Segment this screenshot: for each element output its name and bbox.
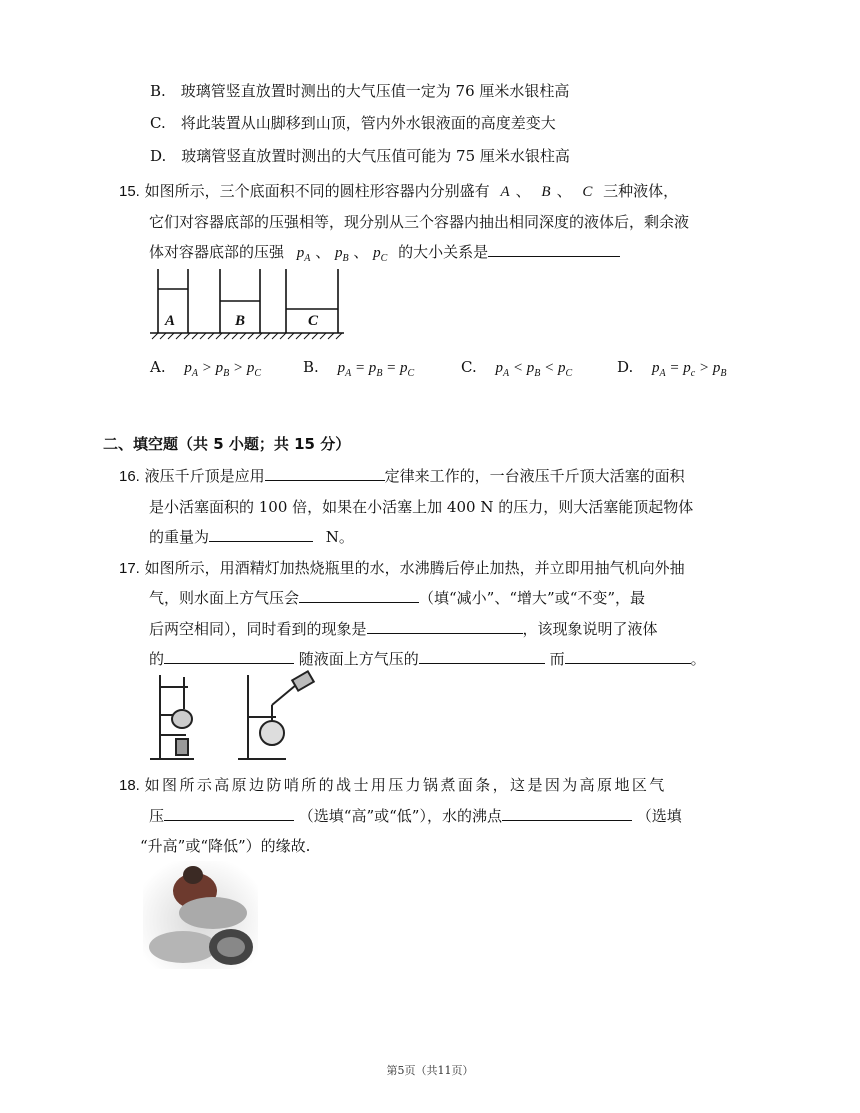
q16-line-2: 是小活塞面积的 100 倍，如果在小活塞上加 400 N 的压力，则大活塞能顶起物体	[149, 498, 694, 516]
q15-text-1: 如图所示，三个底面积不同的圆柱形容器内分别盛有	[144, 182, 490, 200]
choice-letter: A.	[150, 358, 166, 376]
q18-line-3: “升高”或“降低”）的缘故.	[140, 837, 311, 855]
page-footer: 第5页（共11页）	[386, 1064, 474, 1077]
q15-choice-a[interactable]: A. $p_A > p_B > p_C$	[150, 358, 262, 379]
q17-blank-4[interactable]	[419, 649, 545, 664]
q17-line-3	[149, 619, 658, 639]
q17-blank-2[interactable]	[367, 619, 523, 634]
q15-sep: 、	[556, 182, 572, 200]
q17-text-2a: 气，则水面上方气压会	[149, 589, 300, 607]
q17-text-3a: 后两空相同），同时看到的现象是	[149, 620, 367, 638]
q17-text-4c: 而	[549, 650, 565, 668]
q17-blank-3[interactable]	[164, 649, 294, 664]
q17-text-1: 如图所示，用酒精灯加热烧瓶里的水，水沸腾后停止加热，并立即用抽气机向外抽	[144, 559, 685, 577]
q16-line-1	[119, 466, 685, 487]
choice-letter: B.	[303, 358, 319, 376]
q15-choice-c[interactable]: C. $p_A < p_B < p_C$	[461, 358, 573, 379]
q15-var-c: C	[582, 184, 593, 200]
q15-var-a: A	[500, 184, 510, 200]
q17-line-4	[149, 649, 706, 669]
q16-text-1b: 定律来工作的，一台液压千斤顶大活塞的面积	[384, 467, 685, 485]
q15-fig-label-c: C	[308, 313, 319, 329]
q17-apparatus-figure	[146, 669, 326, 765]
q15-sep: 、	[515, 182, 531, 200]
option-d-line: D. 玻璃管竖直放置时测出的大气压值可能为 75 厘米水银柱高	[150, 147, 570, 165]
q15-sep: 、	[315, 243, 331, 261]
q18-blank-2[interactable]	[502, 806, 632, 821]
choice-letter: D.	[617, 358, 634, 376]
q15-choice-b[interactable]: B. $p_A = p_B = p_C$	[303, 358, 415, 379]
q17-text-4a: 的	[149, 650, 165, 668]
q17-line-1	[119, 558, 685, 579]
q18-line-1	[119, 775, 667, 796]
q16-line-3	[149, 527, 354, 547]
q17-number: 17.	[119, 560, 140, 577]
q18-blank-1[interactable]	[164, 806, 294, 821]
q15-pa: $p_A$	[296, 245, 311, 264]
q15-pb: $p_B$	[334, 245, 349, 264]
q16-blank-1[interactable]	[265, 466, 385, 481]
q16-text-1a: 液压千斤顶是应用	[144, 467, 265, 485]
q15-choice-d[interactable]: D. $p_A = p_c > p_B$	[617, 358, 727, 379]
q15-fig-label-b: B	[235, 313, 246, 329]
q18-soldier-photo	[143, 861, 258, 969]
q17-text-2b: （填“减小”、“增大”或“不变”，最	[419, 589, 646, 607]
q15-var-b: B	[541, 184, 551, 200]
q16-text-3b: N。	[325, 528, 354, 546]
q17-line-2	[149, 588, 645, 608]
q15-fig-label-a: A	[165, 313, 176, 329]
q15-answer-blank[interactable]	[488, 242, 620, 257]
section-2-heading: 二、填空题（共 5 小题；共 15 分）	[103, 435, 351, 453]
q15-text-1-tail: 三种液体，	[603, 182, 679, 200]
q16-number: 16.	[119, 468, 140, 485]
q16-text-3a: 的重量为	[149, 528, 210, 546]
q18-text-2c: （选填	[636, 807, 682, 825]
q18-text-2b: （选填“高”或“低”），水的沸点	[298, 807, 502, 825]
option-c-line: C. 将此装置从山脚移到山顶，管内外水银液面的高度差变大	[150, 114, 556, 132]
q15-pc: $p_C$	[373, 245, 388, 264]
q18-number: 18.	[119, 777, 140, 794]
q18-text-1: 如图所示高原边防哨所的战士用压力锅煮面条，这是因为高原地区气	[144, 776, 667, 794]
q15-text-3b: 的大小关系是	[398, 243, 489, 261]
q17-blank-1[interactable]	[299, 588, 419, 603]
q15-line-1	[119, 181, 678, 202]
q15-number: 15.	[119, 183, 140, 200]
q17-blank-5[interactable]	[565, 649, 691, 664]
q18-line-2	[149, 806, 682, 826]
q17-text-4b: 随液面上方气压的	[298, 650, 419, 668]
option-b-line: B. 玻璃管竖直放置时测出的大气压值一定为 76 厘米水银柱高	[150, 82, 570, 100]
q17-text-3b: ，该现象说明了液体	[522, 620, 658, 638]
q17-text-4d: 。	[690, 650, 706, 668]
q15-sep: 、	[353, 243, 369, 261]
q18-text-2a: 压	[149, 807, 165, 825]
q15-line-2: 它们对容器底部的压强相等，现分别从三个容器内抽出相同深度的液体后，剩余液	[149, 213, 690, 231]
q15-text-3a: 体对容器底部的压强	[149, 243, 285, 261]
q16-blank-2[interactable]	[209, 527, 313, 542]
choice-letter: C.	[461, 358, 477, 376]
